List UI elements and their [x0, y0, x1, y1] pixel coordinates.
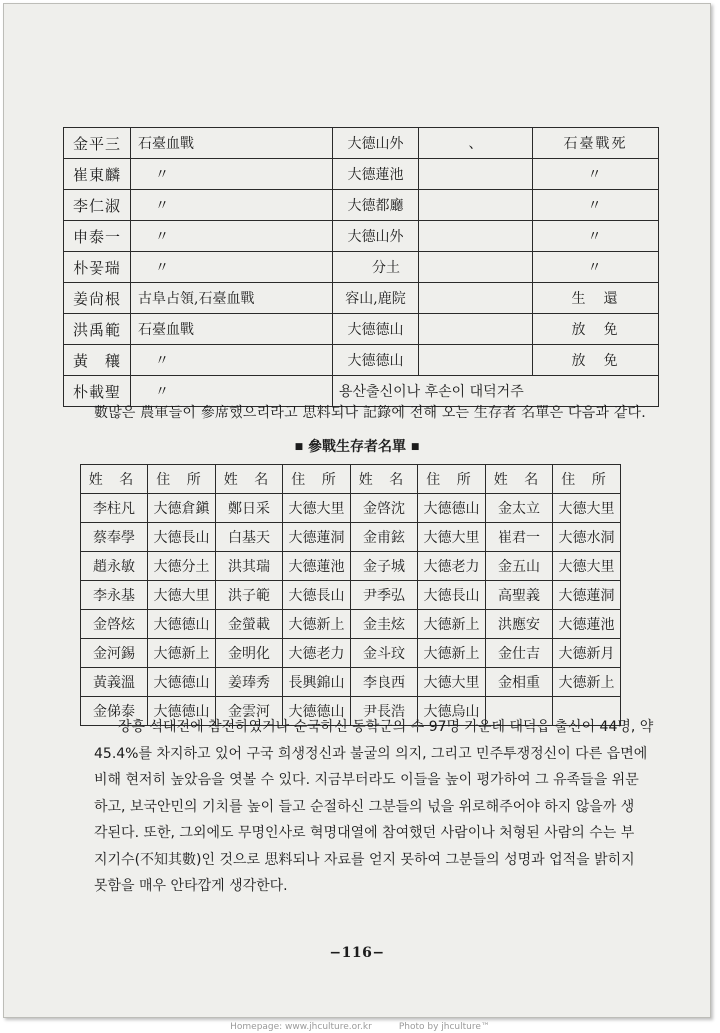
- survivor-name-cell: 鄭日采: [216, 494, 283, 523]
- column-header: 住 所: [418, 465, 486, 494]
- battle-cell: 〃: [131, 221, 333, 252]
- table-row: [64, 314, 659, 345]
- survivor-address-cell: 長興錦山: [283, 668, 351, 697]
- survivor-name-cell: 金太立: [486, 494, 553, 523]
- address-cell: 容山,鹿院: [333, 283, 419, 314]
- survivor-address-cell: 大德新月: [553, 639, 621, 668]
- column-header: 姓 名: [216, 465, 283, 494]
- body-line: 지기수(不知其數)인 것으로 思料되나 자료를 얻지 못하여 그분들의 성명과 업적을 밝히지: [94, 851, 635, 868]
- survivor-address-cell: 大德大里: [418, 523, 486, 552]
- blank-cell: [419, 314, 533, 345]
- survivors-table: [80, 464, 621, 726]
- blank-cell: [419, 252, 533, 283]
- survivor-address-cell: 大德倉鎭: [148, 494, 216, 523]
- survivor-address-cell: 大德水洞: [553, 523, 621, 552]
- survivor-address-cell: 大德蓮池: [283, 552, 351, 581]
- survivor-name-cell: 金俤泰: [81, 697, 148, 726]
- outcome-cell: 〃: [533, 252, 659, 283]
- participants-table: [63, 127, 659, 407]
- column-header: 姓 名: [81, 465, 148, 494]
- page-number: −116−: [329, 945, 385, 961]
- blank-cell: [419, 159, 533, 190]
- survivor-address-cell: 大德德山: [148, 610, 216, 639]
- intro-paragraph: 數많은 農軍들이 參席했으리라고 思料되나 記錄에 전해 오는 生存者 名單은 다음과 같다.: [94, 405, 646, 421]
- survivor-address-cell: 大德大里: [418, 668, 486, 697]
- survivor-name-cell: 金螢載: [216, 610, 283, 639]
- survivor-address-cell: 大德烏山: [418, 697, 486, 726]
- blank-cell: 、: [419, 128, 533, 159]
- address-cell: 大德山外: [333, 221, 419, 252]
- survivor-name-cell: 金仕吉: [486, 639, 553, 668]
- survivor-name-cell: 金圭炫: [351, 610, 418, 639]
- survivors-title: [4, 436, 710, 456]
- survivor-name-cell: 尹長浩: [351, 697, 418, 726]
- table-row: [64, 345, 659, 376]
- survivor-address-cell: 大德新上: [148, 639, 216, 668]
- survivor-address-cell: 大德德山: [148, 668, 216, 697]
- body-line: 비해 현저히 높았음을 엿볼 수 있다. 지금부터라도 이들을 높이 평가하여 그 유족들을 위문: [94, 772, 639, 788]
- table-row: [81, 668, 621, 697]
- square-bullet-icon: ■: [410, 442, 420, 452]
- survivor-address-cell: 大德分土: [148, 552, 216, 581]
- battle-cell: 〃: [131, 190, 333, 221]
- survivors-title-text: 參戰生存者名單: [308, 439, 406, 455]
- table-row: [64, 283, 659, 314]
- survivor-address-cell: 大德新上: [283, 610, 351, 639]
- table-row: [64, 159, 659, 190]
- survivor-name-cell: 李良西: [351, 668, 418, 697]
- person-name-cell: 姜尙根: [64, 283, 131, 314]
- survivor-name-cell: 姜琫秀: [216, 668, 283, 697]
- survivor-address-cell: 大德德山: [283, 697, 351, 726]
- survivor-name-cell: 趙永敏: [81, 552, 148, 581]
- table-row: [81, 639, 621, 668]
- photo-credit: Homepage: www.jhculture.or.kr Photo by jhculture™: [230, 1022, 490, 1032]
- blank-cell: [419, 345, 533, 376]
- address-cell: 大德都廳: [333, 190, 419, 221]
- survivor-address-cell: 大德大里: [553, 494, 621, 523]
- blank-cell: [419, 283, 533, 314]
- survivor-name-cell: 洪應安: [486, 610, 553, 639]
- table-row: [81, 581, 621, 610]
- survivor-address-cell: 大德長山: [283, 581, 351, 610]
- person-name-cell: 朴載聖: [64, 376, 131, 407]
- table-row: [64, 252, 659, 283]
- outcome-cell: 〃: [533, 190, 659, 221]
- document-page: [3, 3, 711, 1018]
- survivor-address-cell: 大德蓮洞: [283, 523, 351, 552]
- body-line: 못함을 매우 안타깝게 생각한다.: [94, 878, 288, 894]
- body-text: [94, 714, 660, 900]
- outcome-cell: 〃: [533, 221, 659, 252]
- person-name-cell: 李仁淑: [64, 190, 131, 221]
- square-bullet-icon: ■: [294, 442, 304, 452]
- survivor-name-cell: 金斗玟: [351, 639, 418, 668]
- person-name-cell: 朴꽃瑞: [64, 252, 131, 283]
- survivor-name-cell: 金啓沈: [351, 494, 418, 523]
- survivor-name-cell: 金相重: [486, 668, 553, 697]
- outcome-cell: 石臺戰死: [533, 128, 659, 159]
- body-line: 장흥 석대전에 참전하였거나 순국하신 동학군의 수 97명 가운데 대덕읍 출신이 44명, 약: [118, 719, 654, 735]
- address-cell: 大德蓮池: [333, 159, 419, 190]
- survivor-name-cell: 金甫鉉: [351, 523, 418, 552]
- survivor-address-cell: 大德長山: [418, 581, 486, 610]
- survivor-address-cell: 大德老力: [283, 639, 351, 668]
- survivor-name-cell: 蔡奉學: [81, 523, 148, 552]
- survivor-address-cell: 大德新上: [418, 639, 486, 668]
- note-cell: 용산출신이나 후손이 대덕거주: [333, 376, 659, 407]
- address-cell: 大德德山: [333, 345, 419, 376]
- column-header: 住 所: [148, 465, 216, 494]
- survivor-name-cell: 李柱凡: [81, 494, 148, 523]
- battle-cell: 石臺血戰: [131, 128, 333, 159]
- address-cell: 大德山外: [333, 128, 419, 159]
- blank-cell: [419, 221, 533, 252]
- survivor-address-cell: 大德蓮池: [553, 610, 621, 639]
- survivor-address-cell: 大德德山: [148, 697, 216, 726]
- blank-cell: [419, 190, 533, 221]
- survivor-address-cell: 大德新上: [553, 668, 621, 697]
- body-line: 하고, 보국안민의 기치를 높이 들고 순절하신 그분들의 넋을 위로해주어야 하지 않을까 생: [94, 798, 635, 815]
- survivor-address-cell: 大德大里: [553, 552, 621, 581]
- person-name-cell: 金平三: [64, 128, 131, 159]
- person-name-cell: 洪禹範: [64, 314, 131, 345]
- column-header: 住 所: [553, 465, 621, 494]
- table-header-row: [81, 465, 621, 494]
- battle-cell: 古阜占領,石臺血戰: [131, 283, 333, 314]
- outcome-cell: 放 免: [533, 314, 659, 345]
- survivor-address-cell: 大德老力: [418, 552, 486, 581]
- survivor-name-cell: 金明化: [216, 639, 283, 668]
- survivor-address-cell: 大德大里: [283, 494, 351, 523]
- battle-cell: 〃: [131, 252, 333, 283]
- survivor-address-cell: 大德新上: [418, 610, 486, 639]
- survivor-name-cell: 金五山: [486, 552, 553, 581]
- survivor-address-cell: 大德德山: [418, 494, 486, 523]
- battle-cell: 〃: [131, 345, 333, 376]
- survivor-name-cell: 金啓炫: [81, 610, 148, 639]
- battle-cell: 〃: [131, 376, 333, 407]
- address-cell: 大德德山: [333, 314, 419, 345]
- battle-cell: 〃: [131, 159, 333, 190]
- survivor-name-cell: 洪其瑞: [216, 552, 283, 581]
- survivor-name-cell: 洪子範: [216, 581, 283, 610]
- column-header: 姓 名: [351, 465, 418, 494]
- table-row: [81, 494, 621, 523]
- survivor-name-cell: 金雲河: [216, 697, 283, 726]
- survivor-address-cell: 大德長山: [148, 523, 216, 552]
- survivor-address-cell: 大德大里: [148, 581, 216, 610]
- person-name-cell: 申泰一: [64, 221, 131, 252]
- survivor-name-cell: 金河錫: [81, 639, 148, 668]
- survivor-name-cell: 高聖義: [486, 581, 553, 610]
- survivor-name-cell: 李永基: [81, 581, 148, 610]
- table-row: [64, 190, 659, 221]
- battle-cell: 石臺血戰: [131, 314, 333, 345]
- outcome-cell: 放 免: [533, 345, 659, 376]
- table-row: [81, 523, 621, 552]
- table-row: [64, 221, 659, 252]
- survivor-address-cell: 大德蓮洞: [553, 581, 621, 610]
- survivor-name-cell: 尹季弘: [351, 581, 418, 610]
- survivor-name-cell: 白基天: [216, 523, 283, 552]
- person-name-cell: 崔東麟: [64, 159, 131, 190]
- outcome-cell: 〃: [533, 159, 659, 190]
- person-name-cell: 黃 穰: [64, 345, 131, 376]
- survivor-name-cell: 金子城: [351, 552, 418, 581]
- table-row: [81, 610, 621, 639]
- address-cell: 分土: [333, 252, 419, 283]
- body-line: 각된다. 또한, 그외에도 무명인사로 혁명대열에 참여했던 사람이나 처형된 사람의 수는 부: [94, 825, 635, 841]
- table-row: [64, 128, 659, 159]
- survivor-name-cell: 黃義溫: [81, 668, 148, 697]
- survivor-name-cell: 崔君一: [486, 523, 553, 552]
- body-line: 45.4%를 차지하고 있어 구국 희생정신과 불굴의 의지, 그리고 민주투쟁정신이 다른 읍면에: [94, 745, 648, 762]
- column-header: 住 所: [283, 465, 351, 494]
- outcome-cell: 生 還: [533, 283, 659, 314]
- table-row: [81, 552, 621, 581]
- column-header: 姓 名: [486, 465, 553, 494]
